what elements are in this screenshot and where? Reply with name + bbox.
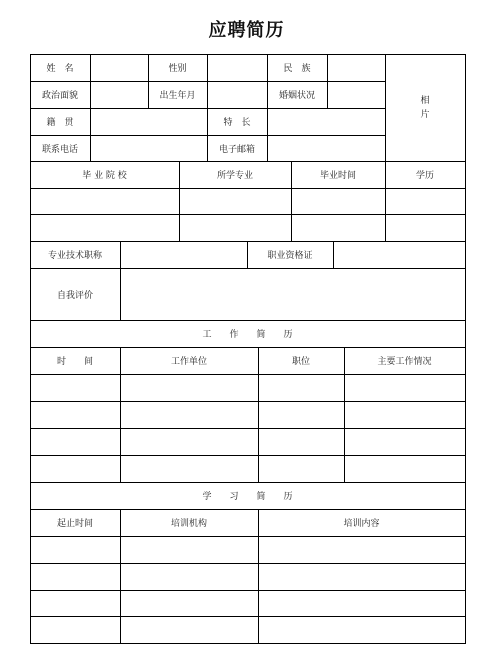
rule (30, 214, 465, 215)
label-ethnicity: 民 族 (283, 64, 311, 74)
label-work-desc: 主要工作情况 (377, 357, 432, 367)
rule (30, 374, 465, 375)
rule (30, 401, 465, 402)
photo-box (385, 54, 465, 161)
photo-label-top: 相 (420, 95, 430, 106)
rule (30, 536, 465, 537)
photo-label-bottom: 片 (420, 109, 430, 120)
rule (30, 563, 465, 564)
rule (465, 54, 466, 644)
label-self-eval: 自我评价 (56, 290, 93, 301)
rule (30, 428, 465, 429)
label-marital: 婚姻状况 (278, 91, 315, 101)
rule (30, 643, 466, 644)
rule (207, 54, 208, 108)
document-title: 应聘简历 (208, 20, 285, 41)
work-history-heading: 工 作 简 历 (202, 330, 293, 340)
label-degree: 学历 (415, 171, 434, 181)
label-cert: 职业资格证 (267, 251, 313, 261)
label-major: 所学专业 (216, 171, 253, 181)
label-grad-time: 毕业时间 (319, 171, 356, 181)
label-study-period: 起止时间 (56, 519, 93, 529)
rule (30, 188, 465, 189)
label-political: 政治面貌 (41, 91, 78, 101)
label-school: 毕 业 院 校 (82, 171, 127, 181)
label-birth: 出生年月 (159, 91, 196, 101)
label-work-unit: 工作单位 (170, 357, 207, 367)
label-native: 籍 贯 (46, 118, 74, 128)
rule (90, 54, 91, 162)
rule (333, 241, 334, 268)
label-phone: 联系电话 (41, 144, 78, 155)
rule (267, 108, 268, 162)
label-gender: 性别 (168, 64, 187, 74)
rule (30, 616, 465, 617)
rule (120, 241, 121, 321)
label-tech-title: 专业技术职称 (47, 251, 102, 261)
rule (327, 54, 328, 108)
label-study-org: 培训机构 (170, 519, 207, 529)
rule (30, 590, 465, 591)
rule (30, 455, 465, 456)
study-history-heading: 学 习 简 历 (202, 492, 293, 502)
label-name: 姓 名 (46, 64, 74, 74)
label-work-position: 职位 (291, 357, 310, 367)
label-specialty: 特 长 (223, 118, 251, 128)
label-email: 电子邮箱 (218, 144, 255, 155)
label-study-content: 培训内容 (343, 519, 380, 529)
label-work-time: 时 间 (56, 357, 93, 367)
